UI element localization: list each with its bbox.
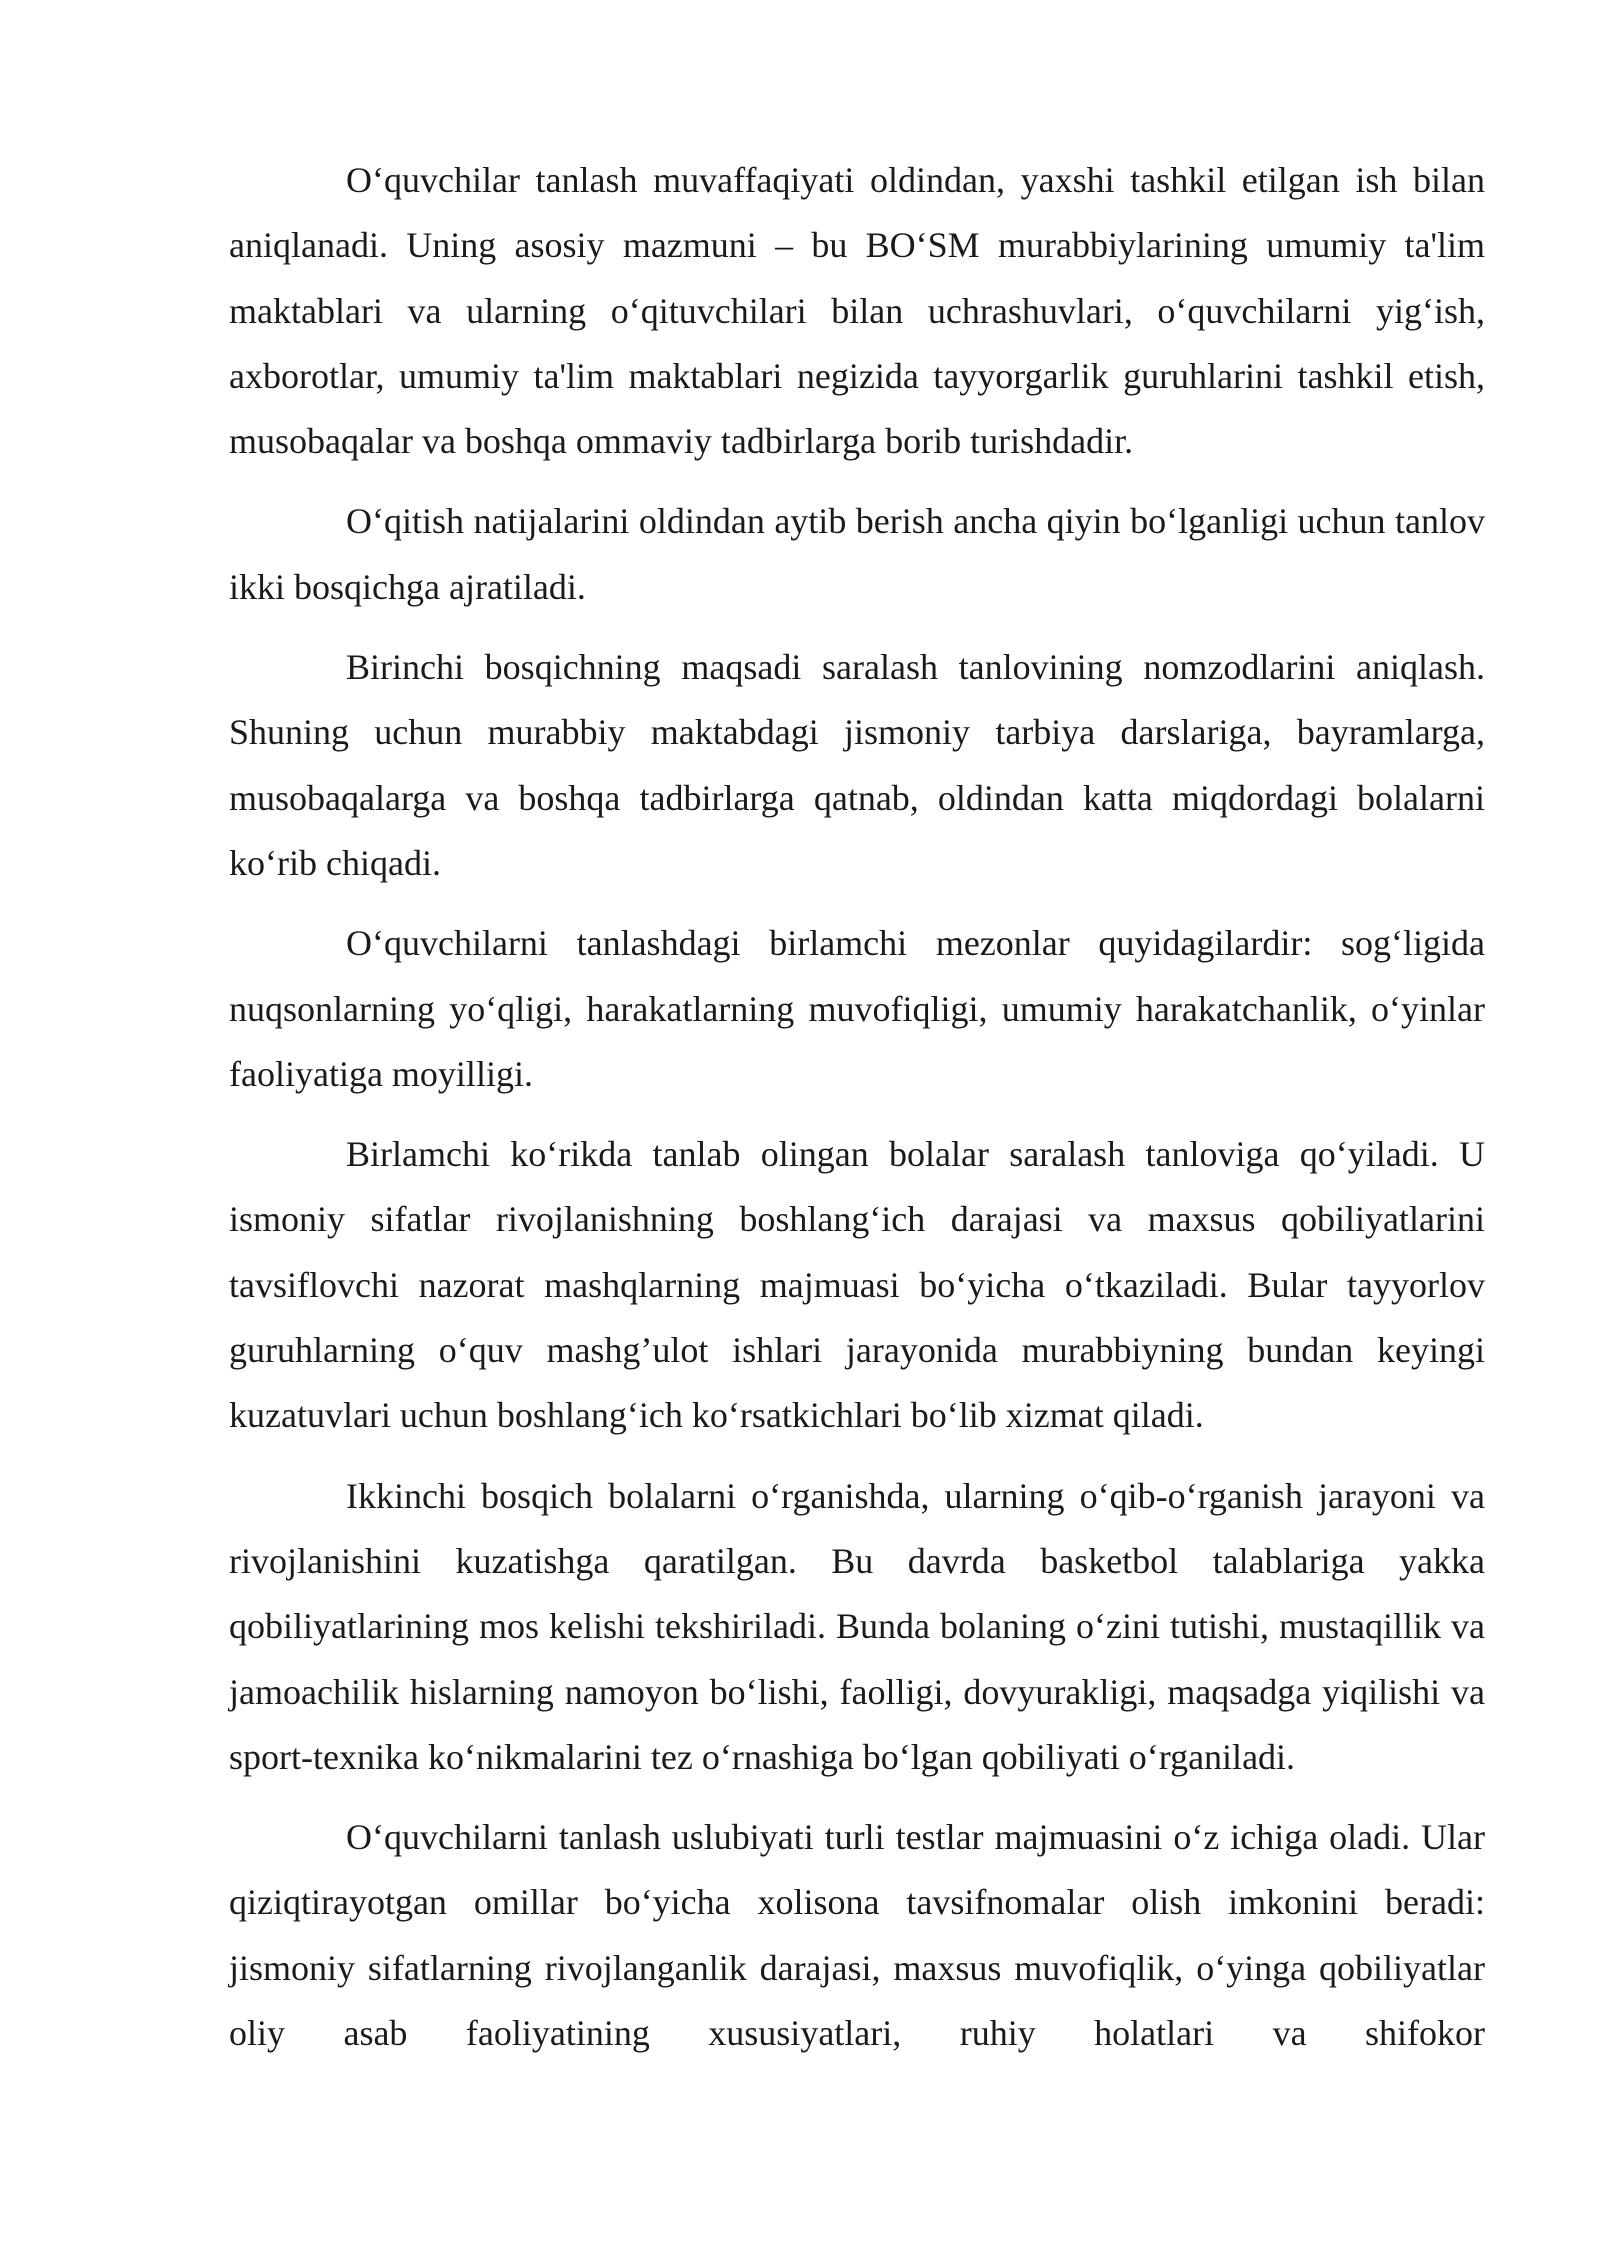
paragraph: Birlamchi ko‘rikda tanlab olingan bolalar saralash tanloviga qo‘yiladi. U ismoniy sifatlar rivojlanishning boshlang‘ich darajasi va maxsus qobiliyatlarini tavsiflovchi nazorat mashqlarning majmuasi bo‘yicha o‘tkaziladi. Bular tayyorlov guruhlarning o‘quv mashg’ulot ishlari jarayonida murabbiyning bundan keyingi kuzatuvlari uchun boshlang‘ich ko‘rsatkichlari bo‘lib xizmat qiladi. [229, 1134, 1485, 1436]
paragraph: Birinchi bosqichning maqsadi saralash tanlovining nomzodlarini aniqlash. Shuning uchun murabbiy maktabdagi jismoniy tarbiya darslariga, bayramlarga, musobaqalarga va boshqa tadbirlarga qatnab, oldindan katta miqdordagi bolalarni ko‘rib chiqadi. [229, 647, 1485, 883]
paragraph: Ikkinchi bosqich bolalarni o‘rganishda, ularning o‘qib-o‘rganish jarayoni va rivojlanishini kuzatishga qaratilgan. Bu davrda basketbol talablariga yakka qobiliyatlarining mos kelishi tekshiriladi. Bunda bolaning o‘zini tutishi, mustaqillik va jamoachilik hislarning namoyon bo‘lishi, faolligi, dovyurakligi, maqsadga yiqilishi va sport-texnika ko‘nikmalarini tez o‘rnashiga bo‘lgan qobiliyati o‘rganiladi. [229, 1475, 1485, 1777]
document-page [229, 148, 1485, 2081]
paragraph: O‘quvchilarni tanlash uslubiyati turli testlar majmuasini o‘z ichiga oladi. Ular qiziqtirayotgan omillar bo‘yicha xolisona tavsifnomalar olish imkonini beradi: jismoniy sifatlarning rivojlanganlik darajasi, maxsus muvofiqlik, o‘yinga qobiliyatlar oliy asab faoliyatining xususiyatlari, ruhiy holatlari va shifokor [229, 1817, 1485, 2054]
paragraph: O‘quvchilarni tanlashdagi birlamchi mezonlar quyidagilardir: sog‘ligida nuqsonlarning yo‘qligi, harakatlarning muvofiqligi, umumiy harakatchanlik, o‘yinlar faoliyatiga moyilligi. [229, 923, 1485, 1094]
paragraph: O‘qitish natijalarini oldindan aytib berish ancha qiyin bo‘lganligi uchun tanlov ikki bosqichga ajratiladi. [229, 501, 1485, 607]
paragraph: O‘quvchilar tanlash muvaffaqiyati oldindan, yaxshi tashkil etilgan ish bilan aniqlanadi. Uning asosiy mazmuni – bu BO‘SM murabbiylarining umumiy ta'lim maktablari va ularning o‘qituvchilari bilan uchrashuvlari, o‘quvchilarni yig‘ish, axborotlar, umumiy ta'lim maktablari negizida tayyorgarlik guruhlarini tashkil etish, musobaqalar va boshqa ommaviy tadbirlarga borib turishdadir. [229, 160, 1485, 462]
